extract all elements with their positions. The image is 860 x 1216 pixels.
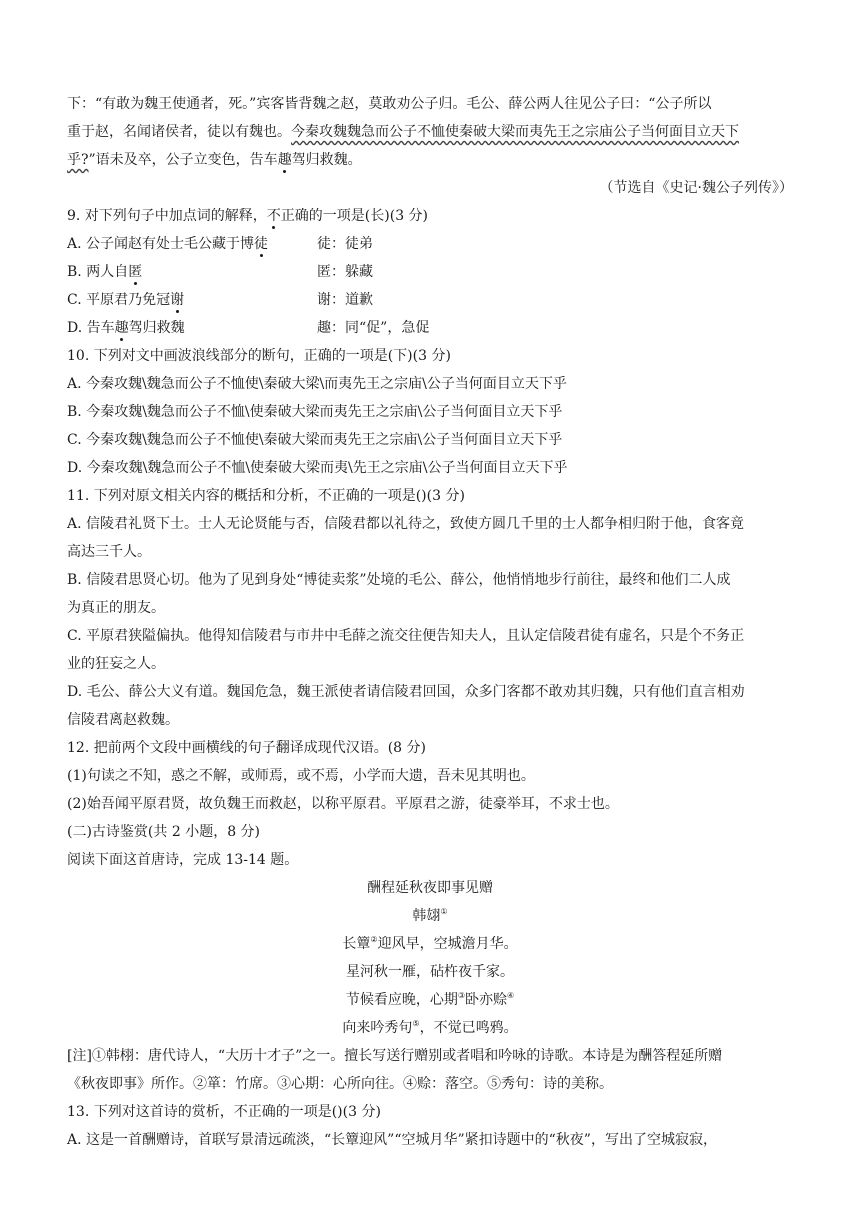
question-13-option-a: A. 这是一首酬赠诗，首联写景清远疏淡，“长簟迎风”“空城月华”紧扣诗题中的“秋夜”，写出了空城寂寂， [67, 1132, 717, 1148]
question-11-option-c: C. 平原君狭隘偏执。他得知信陵君与市井中毛薛之流交往便告知夫人，且认定信陵君徒有虚名，只是个不务正 [67, 628, 745, 644]
question-10-option: B. 今秦攻魏\魏急而公子不恤\使秦破大梁而夷先王之宗庙\公子当何面目立天下乎 [67, 404, 563, 420]
dotted-word: 趣 [114, 320, 129, 336]
poem-title: 酬程延秋夜即事见赠 [367, 880, 493, 896]
poem-notes-cont: 《秋夜即事》所作。②箪：竹席。③心期：心所向往。④赊：落空。⑤秀句：诗的美称。 [67, 1076, 613, 1092]
question-11-option-c-cont: 业的狂妄之人。 [67, 656, 165, 672]
poem-text: 向来吟秀句 [342, 1020, 413, 1036]
option-text: B. 两人自 [67, 264, 129, 280]
option-explanation: 匿：躲藏 [317, 264, 373, 280]
option-sentence [67, 286, 317, 314]
passage-line [67, 146, 793, 174]
question-11-option-d-cont: 信陵君离赵救魏。 [67, 712, 179, 728]
question-12-sentence-1: (1)句读之不知，惑之不解，或师焉，或不焉，小学而大遗，吾未见其明也。 [67, 768, 535, 784]
poem-text: 卧亦赊 [465, 992, 507, 1008]
question-12-stem: 12. 把前两个文段中画横线的句子翻译成现代汉语。(8 分) [67, 740, 426, 756]
footnote-marker: ② [370, 935, 378, 944]
poem-line: 星河秋一雁，砧杵夜千家。 [346, 964, 514, 980]
poem-text: 长簟 [342, 936, 371, 952]
poem-line [67, 1014, 793, 1042]
question-11-option-b-cont: 为真正的朋友。 [67, 600, 165, 616]
poem-text: 节候看应晚，心期 [345, 992, 458, 1008]
question-10-option: D. 今秦攻魏\魏急而公子不恤\使秦破大梁而夷\先王之宗庙\公子当何面目立天下乎 [67, 460, 568, 476]
option-text: 驾归救魏 [128, 320, 185, 336]
option-sentence [67, 230, 317, 258]
dotted-word: 徒 [254, 236, 269, 252]
question-10-option: C. 今秦攻魏\魏急而公子不恤使\秦破大梁而夷先王之宗庙\公子当何面目立天下乎 [67, 432, 563, 448]
poem-line [67, 986, 793, 1014]
poem-notes: [注]①韩栩：唐代诗人，“大历十才子”之一。擅长写送行赠别或者唱和吟咏的诗歌。本诗是为酬答程延所赠 [67, 1048, 723, 1064]
question-11-option-b: B. 信陵君思贤心切。他为了见到身处“博徒卖浆”处境的毛公、薛公，他悄悄地步行前往，最终和他们二人成 [67, 572, 731, 588]
footnote-marker: ① [440, 907, 448, 916]
poem-text: 迎风早，空城澹月华。 [377, 936, 518, 952]
question-9-option [67, 286, 793, 314]
option-text: D. 告车 [67, 320, 115, 336]
option-explanation: 徒：徒弟 [317, 236, 373, 252]
dotted-word: 匿 [128, 264, 143, 280]
question-9-option [67, 230, 793, 258]
passage-text: 重于赵，名闻诸侯者，徒以有魏也。 [67, 124, 291, 140]
dotted-word: 谢 [170, 292, 185, 308]
stem-text: 9. 对下列句子中加点词的解释， [67, 208, 267, 224]
question-11-stem: 11. 下列对原文相关内容的概括和分析，不正确的一项是()(3 分) [67, 488, 465, 504]
stem-text: 正确的一项是(长)(3 分) [280, 208, 429, 224]
question-11-option-a: A. 信陵君礼贤下士。士人无论贤能与否，信陵君都以礼待之，致使方圆几千里的士人都争相归附于他，食客竟 [67, 516, 745, 532]
wavy-underlined-text: 乎? [67, 152, 89, 168]
question-12-sentence-2: (2)始吾闻平原君贤，故负魏王而救赵，以称平原君。平原君之游，徒豪举耳，不求士也。 [67, 796, 619, 812]
passage-text: 下：“有敢为魏王使通者，死。”宾客皆背魏之赵，莫敢劝公子归。毛公、薛公两人往见公子曰：“公子所以 [67, 96, 712, 112]
option-sentence [67, 314, 317, 342]
passage-text: ”语未及卒，公子立变色，告车 [88, 152, 278, 168]
passage-line [67, 118, 793, 146]
question-11-option-d: D. 毛公、薛公大义有道。魏国危急，魏王派使者请信陵君回国，众多门客都不敢劝其归魏，只有他们直言相劝 [67, 684, 745, 700]
option-text: C. 平原君乃免冠 [67, 292, 171, 308]
section-intro: 阅读下面这首唐诗，完成 13-14 题。 [67, 852, 299, 868]
question-10-stem: 10. 下列对文中画波浪线部分的断句，正确的一项是(下)(3 分) [67, 348, 451, 364]
dotted-word: 不 [266, 208, 281, 224]
author-name: 韩翃 [412, 908, 441, 924]
question-13-stem: 13. 下列对这首诗的赏析，不正确的一项是()(3 分) [67, 1104, 381, 1120]
poem-line [67, 930, 793, 958]
question-9-option [67, 314, 793, 342]
question-9-option [67, 258, 793, 286]
question-9-stem [67, 202, 793, 230]
question-11-option-a-cont: 高达三千人。 [67, 544, 151, 560]
section-title: (二)古诗鉴赏(共 2 小题，8 分) [67, 824, 261, 840]
source-citation: （节选自《史记·魏公子列传》） [599, 180, 793, 196]
option-text: A. 公子闻赵有处士毛公藏于博 [67, 236, 255, 252]
passage-line [67, 90, 793, 118]
footnote-marker: ③ [457, 991, 465, 1000]
option-sentence [67, 258, 317, 286]
passage-text: 驾归救魏。 [291, 152, 362, 168]
option-explanation: 谢：道歉 [317, 292, 373, 308]
poem-author [67, 902, 793, 930]
option-explanation: 趣：同“促”，急促 [317, 320, 430, 336]
dotted-word: 趣 [277, 152, 292, 168]
question-10-option: A. 今秦攻魏\魏急而公子不恤使\秦破大梁\而夷先王之宗庙\公子当何面目立天下乎 [67, 376, 567, 392]
poem-text: ，不觉已鸣鸦。 [419, 1020, 518, 1036]
exam-page [67, 90, 793, 1154]
footnote-marker: ④ [507, 991, 515, 1000]
footnote-marker: ⑤ [412, 1019, 420, 1028]
wavy-underlined-text: 今秦攻魏魏急而公子不恤使秦破大梁而夷先王之宗庙公子当何面目立天下 [291, 124, 739, 140]
